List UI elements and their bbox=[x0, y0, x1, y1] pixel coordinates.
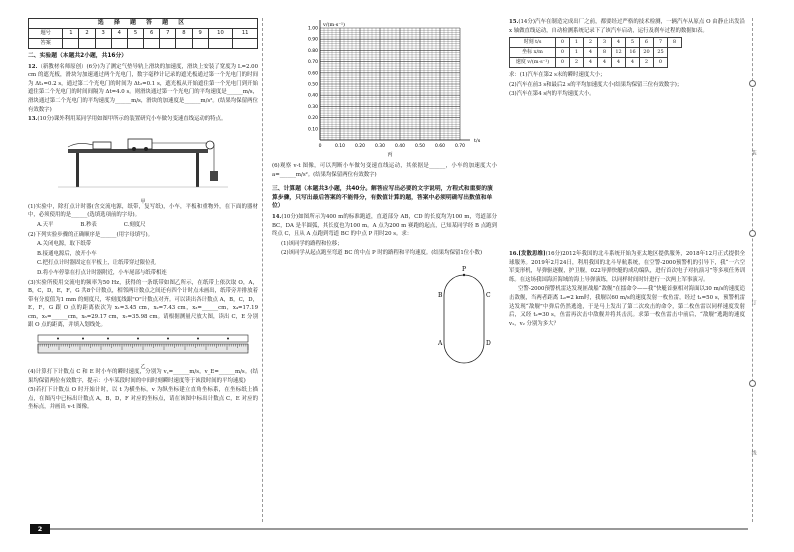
answer-card-num: 1 bbox=[63, 29, 79, 39]
column-divider bbox=[262, 18, 263, 522]
q15-cell: 8 bbox=[668, 38, 682, 48]
y-tick-label: 0.50 bbox=[307, 82, 318, 88]
q15-cell: 7 bbox=[654, 38, 668, 48]
tape-drawing bbox=[28, 331, 258, 359]
binding-hole bbox=[749, 80, 756, 87]
answer-card-num: 8 bbox=[176, 29, 192, 39]
q15-cell: 20 bbox=[640, 48, 654, 58]
label-p: P bbox=[462, 265, 467, 273]
answer-cell[interactable] bbox=[63, 39, 79, 49]
figure-apparatus bbox=[28, 127, 258, 206]
q13-p3: (3)实验所使用交流电的频率为50 Hz，获得的一条纸带如图乙所示，在纸带上依次取 O，A，B，C，D，E，F，G 共8个计数点，相邻两计数点之间还有四个计时点未画出，纸带旁并排放着带有分度值为1 mm 的刻度尺，零刻度线跟"O"计数点对齐。可以读出各计数点 A，B，C，D，E，F，G 跟 O 点的距离依次为 x₁=3.45 cm，x₂=7.43 cm，x₃=______cm，x₄=17.19 cm，x₅=______cm，x₆=29.17 cm，x₇=35.98 cm。请根据测量尺放大图，读出 C，E 分别跟 O 点的距离，并填入划线处。 bbox=[28, 279, 258, 329]
figure-caption-yi: 乙 bbox=[140, 363, 146, 370]
y-tick-label: 0.90 bbox=[307, 37, 318, 43]
q15-cell: 4 bbox=[626, 58, 640, 68]
y-tick-label: 0.40 bbox=[307, 93, 318, 99]
q15-cell: 2 bbox=[570, 58, 584, 68]
q12-text: 12.（新教材名师原创）(6分)为了测定气垫导轨上滑块的加速度，滑块上安装了宽度为 L=2.00 cm 的遮光板，滑块匀加速通过两个光电门，数字毫秒计记录的遮光板通过第一个光电门的时间为 Δt₁=0.2 s，通过第二个光电门的时间为 Δt₂=0.1 s，遮光板从开始遮住第一个光电门到开始遮住第二个光电门的时间间隔为 Δt=4.0 s。则滑块通过第一个光电门的平均速度是______m/s，滑块通过第二个光电门的平均速度为______m/s，滑块的加速度是______m/s²。(结果均保留两位有效数字) bbox=[28, 63, 258, 113]
answer-card-num: 11 bbox=[233, 29, 258, 39]
q15-cell: 5 bbox=[626, 38, 640, 48]
q15-ask2: (2)汽车在前3 s和最后2 s的平均加速度大小(结果均保留三位有效数字)； bbox=[509, 81, 683, 88]
vt-chart bbox=[272, 18, 497, 158]
q16-text: 16.[发散思维](16分)2012年我国的北斗系统开始为亚太地区提供服务，2018年12月正式提供全球服务。2019年2月24日，利用我国的北斗导航系统，在空警-2000预警机的引导下，我“一六空军变形机，导弹驱逐舰，护卫舰，022导弹快艇的成功编队，进行首次电子对抗演习”等多项任务训练。在这场我国海沂海域的海上导弹演练，以同样时间时针进行一次两上军事演习。 bbox=[509, 250, 745, 283]
q15-row-label: 时刻 t/s bbox=[510, 38, 556, 48]
q13-text: 13.(10分)课外利用某同学用如图甲所示的装置研究小车做匀变速直线运动的特点。 bbox=[28, 116, 227, 123]
q15-text: 15.(14分)汽车在制造完成出厂之前，都要经过严格的技术检测，一辆汽车从原点 O 由静止出发沿 x 轴做直线运动，自动检测系统记录下了该汽车启动，运行及刹车过程的数据如表。 bbox=[509, 19, 745, 34]
x-tick-label: 0.30 bbox=[374, 144, 386, 149]
label-c: C bbox=[486, 291, 491, 299]
q15-cell: 0 bbox=[556, 58, 570, 68]
answer-card-num: 10 bbox=[208, 29, 233, 39]
binding-text-3: 线 bbox=[750, 450, 757, 455]
q15-cell: 4 bbox=[584, 48, 598, 58]
binding-text-2: 订 bbox=[750, 300, 757, 305]
label-d: D bbox=[486, 339, 491, 347]
answer-card-q-label: 题号 bbox=[29, 29, 63, 39]
answer-cell[interactable] bbox=[208, 39, 233, 49]
answer-cell[interactable] bbox=[233, 39, 258, 49]
q15-cell: 3 bbox=[598, 38, 612, 48]
column-middle bbox=[272, 18, 497, 377]
figure-tape bbox=[28, 331, 258, 370]
q14-text: 14.(10分)如图所示为400 m的标准跑道，直道部分 AB，CD 的长度均为100 m，弯道部分 BC，DA 是半圆弧，其长度也为100 m。A 点为200 m 赛跑的起点，已知某同学经 B 点跑到终点 C，且从 A 点跑到弯道 BC 的中点 P 用时20 s。求： bbox=[272, 213, 497, 238]
answer-card-num: 3 bbox=[95, 29, 111, 39]
answer-card-table bbox=[28, 18, 258, 49]
stadium-drawing bbox=[272, 259, 497, 377]
binding-line bbox=[752, 18, 753, 522]
answer-cell[interactable] bbox=[144, 39, 160, 49]
chart-caption: 丙 bbox=[387, 152, 393, 158]
answer-card-num: 5 bbox=[127, 29, 143, 39]
q13-p2: (2)下列实验步骤的正确顺序是______(用字母填写)。 bbox=[28, 231, 154, 238]
binding-text-1: 装 bbox=[750, 150, 757, 155]
y-tick-label: 0.60 bbox=[307, 71, 318, 77]
answer-cell[interactable] bbox=[127, 39, 143, 49]
y-axis-label: v/(m·s⁻¹) bbox=[323, 22, 345, 28]
q15-ask1: 求：(1)汽车在第2 s末的瞬时速度大小； bbox=[509, 72, 606, 79]
q14-s1: (1)该同学的路程和位移； bbox=[281, 240, 343, 247]
q13-p2-d: D.将小车停靠在打点计时器附近，小车尾部与纸带相连 bbox=[37, 269, 167, 276]
label-a: A bbox=[438, 339, 443, 347]
q15-answer-space bbox=[509, 100, 745, 250]
column-right bbox=[509, 18, 745, 329]
q15-cell: 4 bbox=[598, 58, 612, 68]
q15-cell: 6 bbox=[640, 38, 654, 48]
q13-p2-b: B.接通电源后，放开小车 bbox=[37, 250, 97, 257]
q13-p2-a: A.关闭电源，取下纸带 bbox=[37, 241, 92, 248]
x-axis-label: t/s bbox=[474, 138, 481, 144]
answer-cell[interactable] bbox=[160, 39, 176, 49]
q14-s2: (2)该同学从起点跑至弯道 BC 的中点 P 时的路程和平均速度。(结果均保留1位小数) bbox=[281, 250, 483, 257]
figure-stadium bbox=[272, 259, 497, 377]
q15-cell: 8 bbox=[598, 48, 612, 58]
q15-cell: 1 bbox=[570, 48, 584, 58]
answer-card-a-label: 答案 bbox=[29, 39, 63, 49]
section-experiment: 二、实验题（本题共2小题，共16分） bbox=[28, 53, 128, 59]
q13-p6: (6)观察 v-t 图像，可以判断小车做匀变速直线运动，其依据是______，小车的加速度大小 a=______m/s²。(结果均保留两位有效数字) bbox=[272, 163, 497, 178]
x-tick-label: 0 bbox=[318, 144, 322, 149]
q15-cell: 12 bbox=[612, 48, 626, 58]
label-b: B bbox=[438, 291, 443, 299]
q15-cell: 16 bbox=[626, 48, 640, 58]
answer-cell[interactable] bbox=[111, 39, 127, 49]
q16-p2: 空警-2000预警机雷达发现匪战船“敌舰”在擂命令——我“快艇首驱相对海面以30 m/s的速度追击敌舰，当两者距离 L₀=2 km时，我舰以60 m/s的速度发射一枚鱼雷，经过 t₁=50 s，预警机雷达发现“敌舰”中弹后仍然逃逸，于是马上发出了第二次攻击的命令，第二枚鱼雷以同样速度发射后，又经 t₂=30 s，鱼雷再次击中敌舰并将其击沉。求第一枚鱼雷击中前后，“敌舰”逃跑的速度 v₁，v₂ 分别为多大？ bbox=[509, 286, 745, 327]
y-tick-label: 0.30 bbox=[307, 104, 318, 110]
q13-p1-options: A.天平 B.秒表 C.刻度尺 bbox=[37, 221, 146, 228]
q15-cell: 0 bbox=[654, 58, 668, 68]
q15-cell: 25 bbox=[654, 48, 668, 58]
y-tick-label: 0.70 bbox=[307, 60, 318, 66]
figure-caption-jia: 甲 bbox=[140, 199, 146, 206]
x-tick-label: 0.70 bbox=[454, 144, 466, 149]
answer-card-title: 选 择 题 答 题 区 bbox=[29, 19, 258, 29]
y-tick-label: 0.80 bbox=[307, 48, 318, 54]
column-left bbox=[28, 18, 258, 413]
q15-row-label: 速度 v/(m·s⁻¹) bbox=[510, 58, 556, 68]
y-tick-label: 1.00 bbox=[307, 26, 318, 32]
q15-cell: 0 bbox=[556, 38, 570, 48]
apparatus-drawing bbox=[28, 127, 258, 195]
answer-cell[interactable] bbox=[176, 39, 192, 49]
footer-bar bbox=[50, 528, 748, 530]
answer-card-num: 9 bbox=[192, 29, 208, 39]
q15-cell: 4 bbox=[584, 58, 598, 68]
x-tick-label: 0.20 bbox=[354, 144, 366, 149]
section-calc: 三、计算题（本题共3小题，共40分。解答应写出必要的文字说明，方程式和重要的演算步骤，只写出最后答案的不能得分，有数值计算的题，答案中必须明确写出数值和单位） bbox=[272, 186, 493, 210]
q15-cell: 4 bbox=[612, 58, 626, 68]
answer-card-num: 7 bbox=[160, 29, 176, 39]
vt-chart-svg bbox=[272, 18, 497, 158]
binding-hole bbox=[749, 230, 756, 237]
q15-cell: 4 bbox=[612, 38, 626, 48]
x-tick-label: 0.60 bbox=[434, 144, 446, 149]
answer-card-num: 4 bbox=[111, 29, 127, 39]
answer-cell[interactable] bbox=[95, 39, 111, 49]
q15-cell: 2 bbox=[640, 58, 654, 68]
q15-row-label: 坐标 x/m bbox=[510, 48, 556, 58]
q15-cell: 2 bbox=[584, 38, 598, 48]
q15-cell: 1 bbox=[570, 38, 584, 48]
answer-cell[interactable] bbox=[79, 39, 95, 49]
answer-card-num: 2 bbox=[79, 29, 95, 39]
q13-p5: (5)若打下计数点 O 时开始计时，以 t 为横坐标，v 为纵坐标建立直角坐标系，在坐标纸上描点，在图丙中已标出计数点 A，B，D，F 对应的坐标点，请在该图中标出计数点 C，E 对应的坐标点，并画出 v-t 图像。 bbox=[28, 387, 258, 411]
answer-cell[interactable] bbox=[192, 39, 208, 49]
q13-p2-c: C.把打点计时器固定在平板上，让纸带穿过限位孔 bbox=[37, 260, 156, 267]
answer-card-num: 6 bbox=[144, 29, 160, 39]
q13-p4: (4)计算打下计数点 C 和 E 时小车的瞬时速度，分别为 v꜀=______m/s，v_E=______m/s。(结果均保留两位有效数字，提示：小车某段时间的中间时刻瞬时速度等于该段时间的平均速度) bbox=[28, 369, 258, 384]
q15-ask3: (3)汽车在第4 s内的平均速度大小。 bbox=[509, 91, 595, 98]
x-tick-label: 0.50 bbox=[414, 144, 426, 149]
q15-table bbox=[509, 37, 682, 68]
x-tick-label: 0.10 bbox=[334, 144, 346, 149]
q13-p1: (1)实验中，除打点计时器(含交流电源，纸带，复写纸)，小车，平板和重物外，在下面的器材中，必须使用的是______(选填选项前的字母)。 bbox=[28, 203, 258, 219]
page-number: 2 bbox=[30, 524, 50, 534]
y-tick-label: 0.10 bbox=[307, 127, 318, 133]
x-tick-label: 0.40 bbox=[394, 144, 406, 149]
q15-cell: 0 bbox=[556, 48, 570, 58]
binding-hole bbox=[749, 380, 756, 387]
y-tick-label: 0.20 bbox=[307, 116, 318, 122]
